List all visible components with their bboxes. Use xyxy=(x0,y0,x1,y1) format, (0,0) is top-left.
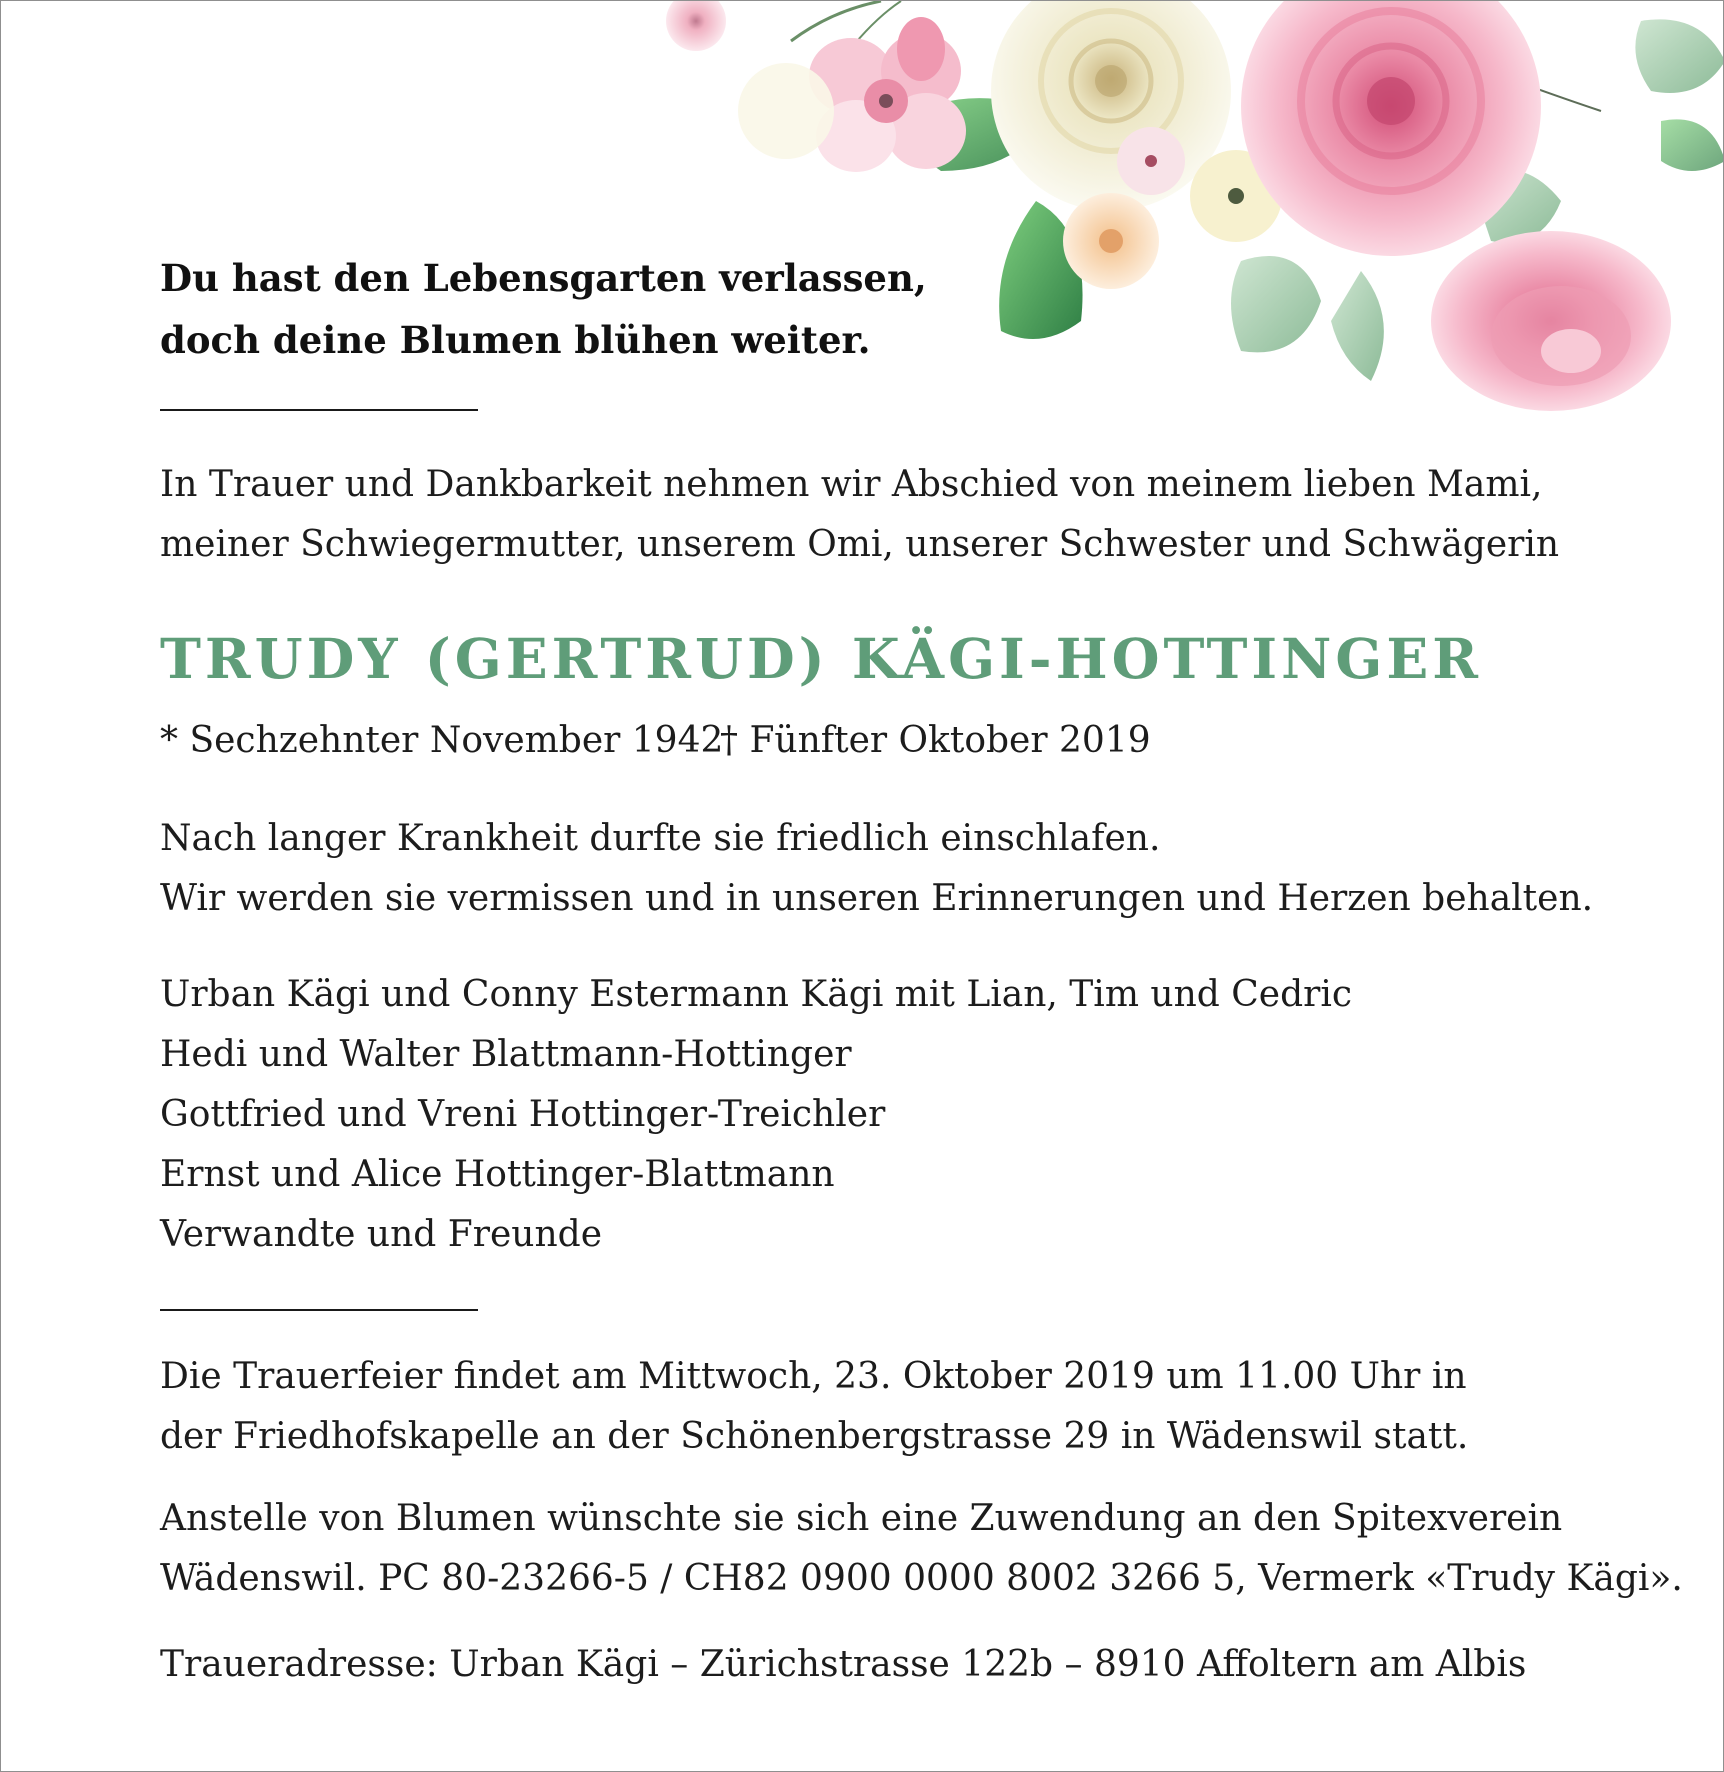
ceremony-line: Die Trauerfeier findet am Mittwoch, 23. Oktober 2019 um 11.00 Uhr in xyxy=(160,1356,1467,1397)
intro-line: meiner Schwiegermutter, unserem Omi, unserer Schwester und Schwägerin xyxy=(160,524,1560,565)
death-date: † Fünfter Oktober 2019 xyxy=(720,720,1151,761)
motto-line: doch deine Blumen blühen weiter. xyxy=(160,318,871,362)
family-entry: Hedi und Walter Blattmann-Hottinger xyxy=(160,1034,852,1075)
birth-date: * Sechzehnter November 1942 xyxy=(160,720,724,761)
family-entry: Gottfried und Vreni Hottinger-Treichler xyxy=(160,1094,886,1135)
intro-paragraph xyxy=(160,455,1559,575)
family-list xyxy=(160,965,1352,1265)
family-entry: Urban Kägi und Conny Estermann Kägi mit Lian, Tim und Cedric xyxy=(160,974,1353,1015)
deceased-name: TRUDY (GERTRUD) KÄGI-HOTTINGER xyxy=(160,626,1482,691)
family-entry: Verwandte und Freunde xyxy=(160,1214,603,1255)
divider xyxy=(160,1309,478,1311)
intro-line: In Trauer und Dankbarkeit nehmen wir Abschied von meinem lieben Mami, xyxy=(160,464,1543,505)
message-line: Wir werden sie vermissen und in unseren Erinnerungen und Herzen behalten. xyxy=(160,878,1594,919)
flower-bouquet-illustration xyxy=(641,1,1724,441)
ceremony-line: der Friedhofskapelle an der Schönenbergstrasse 29 in Wädenswil statt. xyxy=(160,1416,1469,1457)
divider xyxy=(160,409,478,411)
donation-paragraph xyxy=(160,1489,1683,1609)
motto-line: Du hast den Lebensgarten verlassen, xyxy=(160,256,927,300)
donation-line: Wädenswil. PC 80-23266-5 / CH82 0900 0000 8002 3266 5, Vermerk «Trudy Kägi». xyxy=(160,1558,1683,1599)
motto xyxy=(160,247,927,371)
message-paragraph xyxy=(160,809,1593,929)
mourning-address: Traueradresse: Urban Kägi – Zürichstrasse 122b – 8910 Affoltern am Albis xyxy=(160,1644,1527,1685)
life-dates xyxy=(160,711,1151,771)
ceremony-paragraph xyxy=(160,1347,1468,1467)
donation-line: Anstelle von Blumen wünschte sie sich eine Zuwendung an den Spitexverein xyxy=(160,1498,1563,1539)
family-entry: Ernst und Alice Hottinger-Blattmann xyxy=(160,1154,835,1195)
message-line: Nach langer Krankheit durfte sie friedlich einschlafen. xyxy=(160,818,1161,859)
